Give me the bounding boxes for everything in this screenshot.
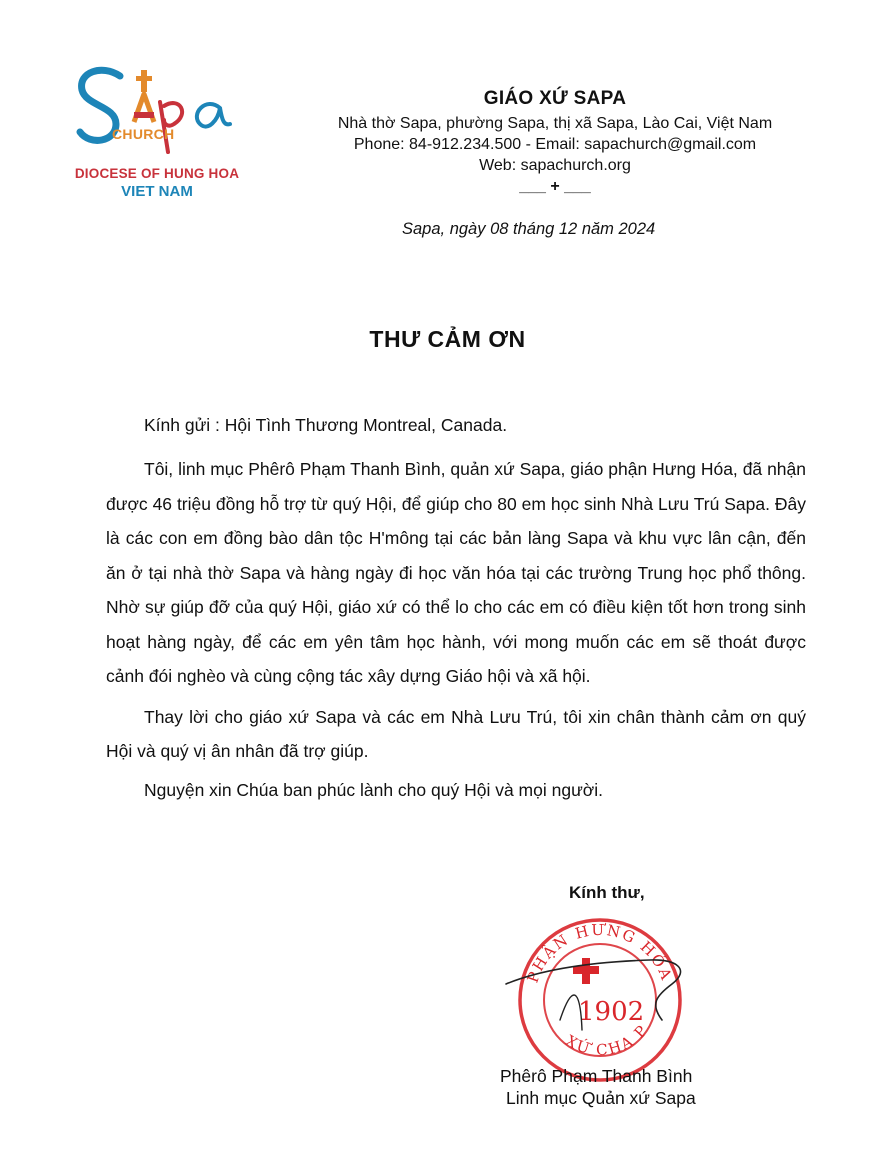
- regards-line: Kính thư,: [569, 883, 645, 902]
- logo-church-word: CHURCH: [112, 126, 175, 142]
- parish-address: Nhà thờ Sapa, phường Sapa, thị xã Sapa, Lào Cai, Việt Nam: [337, 115, 773, 132]
- sapa-church-logo-icon: [72, 62, 252, 172]
- signatory-name: Phêrô Phạm Thanh Bình: [500, 1066, 693, 1086]
- letterhead: [300, 88, 810, 197]
- svg-text:XỨ CHA PA: XỨ CHA P: [562, 1021, 652, 1060]
- letter-body: [106, 410, 806, 807]
- signatory-title: Linh mục Quản xứ Sapa: [506, 1088, 696, 1108]
- parish-seal: [500, 900, 700, 1090]
- parish-contact: Phone: 84-912.234.500 - Email: sapachurch@gmail.com: [353, 136, 757, 153]
- salutation: Kính gửi : Hội Tình Thương Montreal, Canada.: [144, 415, 508, 435]
- logo-country: VIET NAM: [121, 183, 193, 200]
- svg-text:1902: 1902: [578, 997, 645, 1027]
- parish-logo: [72, 62, 252, 202]
- svg-text:PHẬN HƯNG HÓA: PHẬN HƯNG HÓA: [523, 920, 676, 986]
- header-separator: ___ + ___: [519, 178, 591, 195]
- seal-stamp-icon: [500, 900, 700, 1090]
- logo-diocese: DIOCESE OF HUNG HOA: [74, 166, 240, 181]
- blessing-line: Nguyện xin Chúa ban phúc lành cho quý Hội và mọi người.: [144, 779, 604, 800]
- body-paragraph: Tôi, linh mục Phêrô Phạm Thanh Bình, quản xứ Sapa, giáo phận Hưng Hóa, đã nhận được 46 triệu đồng hỗ trợ từ quý Hội, để giúp cho 80 em học sinh Nhà Lưu Trú Sapa. Đây là các con em đồng bào dân tộc H'mông tại các bản làng Sapa và khu vực lân cận, đến ăn ở tại nhà thờ Sapa và hàng ngày đi học văn hóa tại các trường Trung học phổ thông. Nhờ sự giúp đỡ của quý Hội, giáo xứ có thể lo cho các em có điều kiện tốt hơn trong sinh hoạt hàng ngày, để các em yên tâm học hành, với mong muốn các em sẽ thoát được cảnh đói nghèo và cùng cộng tác xây dựng Giáo hội và xã hội.: [106, 459, 806, 686]
- letter-title: THƯ CẢM ƠN: [369, 326, 526, 352]
- body-paragraph: Thay lời cho giáo xứ Sapa và các em Nhà Lưu Trú, tôi xin chân thành cảm ơn quý Hội và quý vị ân nhân đã trợ giúp.: [106, 706, 806, 761]
- parish-name: GIÁO XỨ SAPA: [483, 88, 627, 109]
- date-line: Sapa, ngày 08 tháng 12 năm 2024: [402, 220, 656, 238]
- parish-web: Web: sapachurch.org: [479, 157, 631, 174]
